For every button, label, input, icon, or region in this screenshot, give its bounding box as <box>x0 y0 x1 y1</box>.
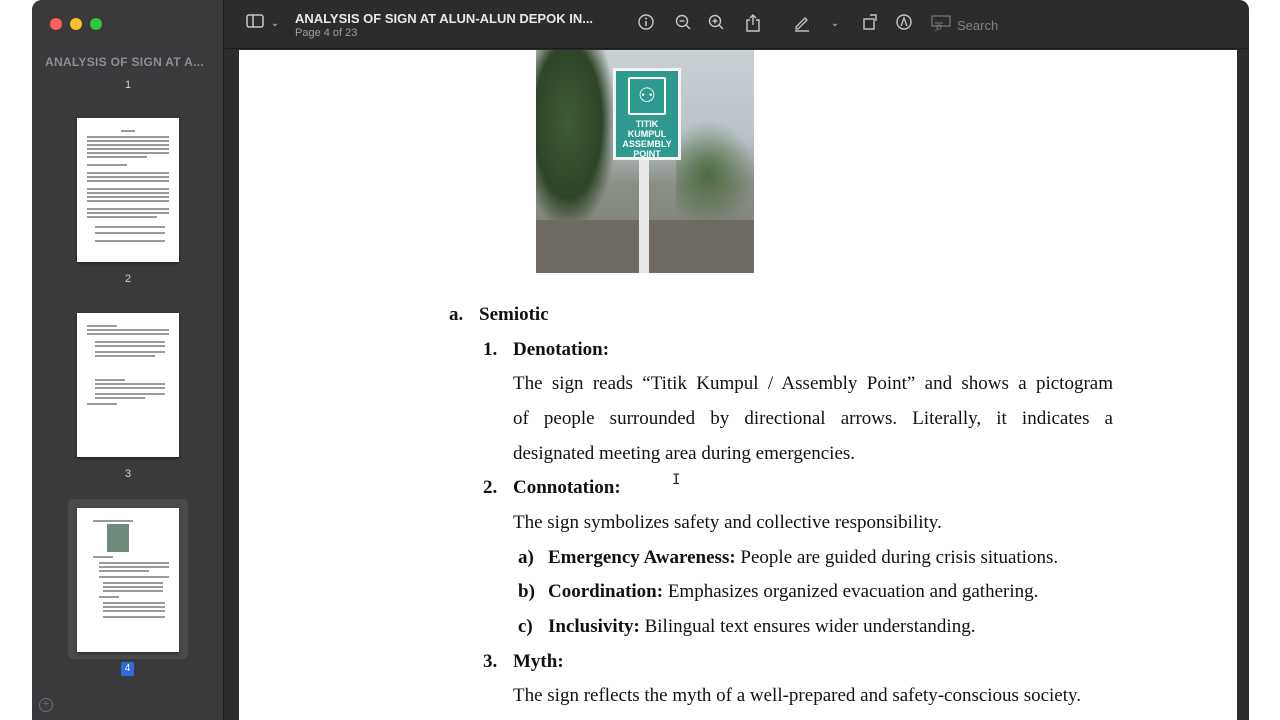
subitem-b-text: Emphasizes organized evacuation and gathering. <box>663 581 1039 602</box>
text-cursor-icon: I <box>672 472 681 488</box>
connotation-line-1: The sign symbolizes safety and collective responsibility. <box>513 512 942 533</box>
search-field[interactable] <box>933 15 1233 37</box>
minimize-window-button[interactable] <box>70 18 82 30</box>
subitem-a-text: People are guided during crisis situations. <box>735 547 1059 568</box>
page-indicator: Page 4 of 23 <box>295 27 358 39</box>
section-title: Semiotic <box>479 304 549 325</box>
markup-icon[interactable] <box>894 14 914 34</box>
denotation-line-2: of people surrounded by directional arrows. Literally, it indicates a <box>513 408 1113 429</box>
page-number-1[interactable]: 1 <box>124 79 132 91</box>
search-icon: ⌕ <box>935 18 943 34</box>
search-placeholder: Search <box>957 18 999 33</box>
item-marker-2: 2. <box>483 477 498 498</box>
subitem-marker-a: a) <box>518 547 534 568</box>
denotation-line-3: designated meeting area during emergencies. <box>513 443 856 464</box>
connotation-heading: Connotation: <box>513 477 621 498</box>
preview-window <box>32 0 1249 720</box>
sign-text-line-1: TITIK KUMPUL <box>627 119 667 139</box>
item-marker-1: 1. <box>483 339 498 360</box>
people-pictogram-icon: ⚇ <box>628 77 666 115</box>
sign-text-line-2: ASSEMBLY POINT <box>622 139 672 159</box>
subitem-c-label: Inclusivity: <box>548 616 640 637</box>
denotation-heading: Denotation: <box>513 339 610 360</box>
highlight-pen-icon[interactable] <box>792 14 812 34</box>
chevron-down-icon[interactable]: ⌄ <box>270 18 280 29</box>
myth-heading: Myth: <box>513 651 564 672</box>
assembly-point-sign <box>613 68 681 160</box>
sidebar-icon[interactable] <box>245 14 265 34</box>
chevron-down-icon[interactable]: ⌄ <box>830 18 840 29</box>
toolbar <box>225 0 1249 49</box>
subitem-a-label: Emergency Awareness: <box>548 547 736 568</box>
document-title: ANALYSIS OF SIGN AT ALUN-ALUN DEPOK IN... <box>295 11 594 26</box>
subitem-marker-b: b) <box>518 581 535 602</box>
page-number-4[interactable]: 4 <box>121 662 134 676</box>
item-marker-3: 3. <box>483 651 498 672</box>
section-marker: a. <box>449 304 464 325</box>
subitem-marker-c: c) <box>518 616 533 637</box>
zoom-window-button[interactable] <box>90 18 102 30</box>
info-icon[interactable] <box>636 14 656 34</box>
zoom-out-icon[interactable] <box>673 14 693 34</box>
assembly-point-photo <box>536 50 754 273</box>
page-number-2[interactable]: 2 <box>124 273 132 285</box>
rotate-icon[interactable] <box>860 14 880 34</box>
page-thumbnail-2[interactable] <box>77 118 179 262</box>
zoom-in-icon[interactable] <box>706 14 726 34</box>
pdf-page-4 <box>239 50 1237 720</box>
subitem-b <box>548 582 1038 602</box>
window-controls <box>50 18 102 30</box>
page-thumbnail-3[interactable] <box>77 313 179 457</box>
page-number-3[interactable]: 3 <box>124 468 132 480</box>
page-thumbnail-4[interactable] <box>77 508 179 652</box>
myth-line-1: The sign reflects the myth of a well-prepared and safety-conscious society. <box>513 685 1082 706</box>
subitem-c-text: Bilingual text ensures wider understanding. <box>639 616 976 637</box>
sidebar-document-title: ANALYSIS OF SIGN AT A... <box>45 55 204 69</box>
close-window-button[interactable] <box>50 18 62 30</box>
subitem-b-label: Coordination: <box>548 581 664 602</box>
thumbnail-sidebar <box>32 0 224 720</box>
subitem-a <box>548 548 1058 568</box>
subitem-c <box>548 617 975 637</box>
share-icon[interactable] <box>743 14 763 34</box>
document-viewport[interactable] <box>225 50 1237 720</box>
add-icon[interactable]: + <box>39 698 53 712</box>
denotation-line-1: The sign reads “Titik Kumpul / Assembly Point” and shows a pictogram <box>513 373 1113 394</box>
